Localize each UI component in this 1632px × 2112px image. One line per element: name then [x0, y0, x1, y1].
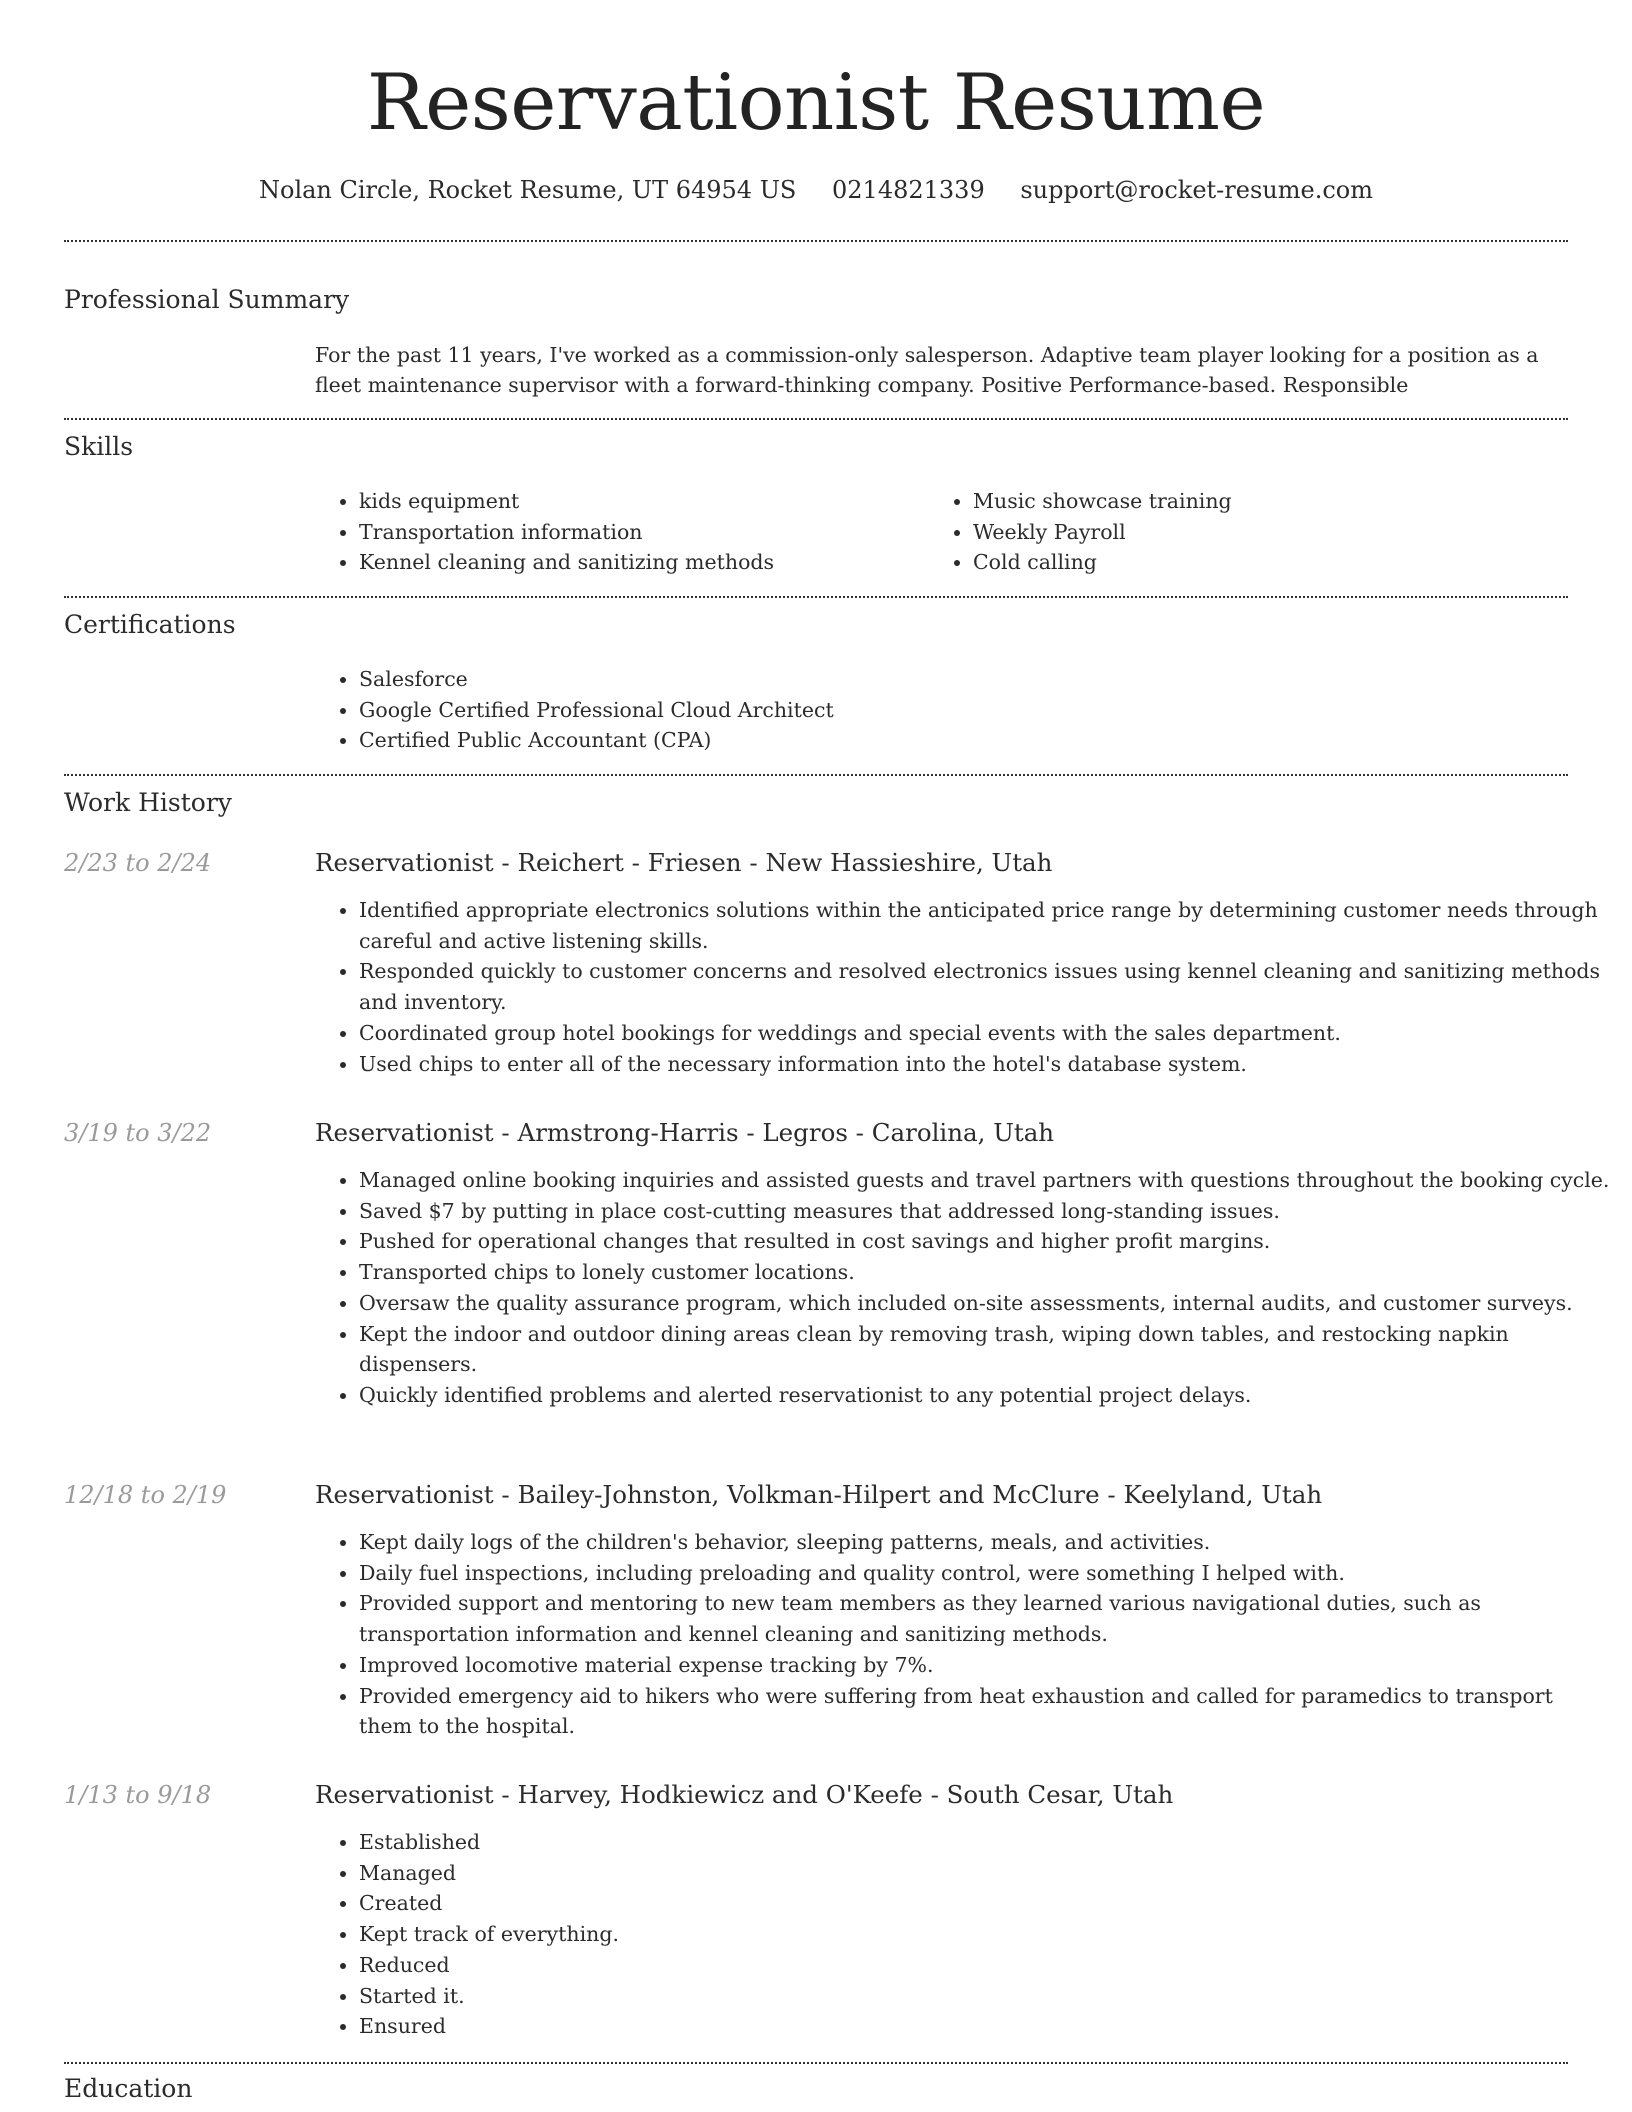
certification-item: • Salesforce: [359, 664, 1612, 695]
skill-item: • Cold calling: [973, 547, 1573, 578]
certification-item: • Google Certified Professional Cloud Architect: [359, 695, 1612, 726]
skill-item: • Weekly Payroll: [973, 517, 1573, 548]
job-date: 1/13 to 9/18: [64, 1781, 212, 1809]
skill-item: • Kennel cleaning and sanitizing methods: [359, 547, 919, 578]
contact-address: Nolan Circle, Rocket Resume, UT 64954 US: [259, 176, 797, 204]
job-bullet: • Improved locomotive material expense tracking by 7%.: [359, 1650, 1612, 1681]
section-heading-work-history: Work History: [64, 788, 232, 817]
job-title: Reservationist - Bailey-Johnston, Volkman-Hilpert and McClure - Keelyland, Utah: [315, 1480, 1323, 1509]
job-bullet: • Established: [359, 1827, 1612, 1858]
job-bullet: • Created: [359, 1888, 1612, 1919]
job-bullet: • Identified appropriate electronics solutions within the anticipated price range by determining customer needs through careful and active listening skills.: [359, 895, 1612, 956]
skill-item: • kids equipment: [359, 486, 919, 517]
divider: [64, 774, 1568, 776]
contact-phone: 0214821339: [832, 176, 985, 204]
job-bullets: [315, 1527, 1612, 1742]
summary-text: For the past 11 years, I've worked as a commission-only salesperson. Adaptive team player looking for a position as a fleet maintenance supervisor with a forward-thinking company. Positive Performance-based. Responsible: [315, 343, 1539, 397]
skill-item: • Transportation information: [359, 517, 919, 548]
divider: [64, 596, 1568, 598]
job-title: Reservationist - Reichert - Friesen - New Hassieshire, Utah: [315, 848, 1053, 877]
job-bullet: • Provided emergency aid to hikers who were suffering from heat exhaustion and called for paramedics to transport them to the hospital.: [359, 1681, 1612, 1742]
job-bullet: • Coordinated group hotel bookings for weddings and special events with the sales department.: [359, 1018, 1612, 1049]
job-date: 3/19 to 3/22: [64, 1119, 212, 1147]
certifications-list: [315, 664, 1612, 756]
skills-list-right: [929, 486, 1573, 578]
divider: [64, 240, 1568, 242]
job-title: Reservationist - Armstrong-Harris - Legros - Carolina, Utah: [315, 1118, 1055, 1147]
job-bullet: • Transported chips to lonely customer locations.: [359, 1257, 1612, 1288]
job-bullet: • Started it.: [359, 1981, 1612, 2012]
job-bullets: [315, 1827, 1612, 2042]
section-heading-education: Education: [64, 2074, 193, 2103]
job-title: Reservationist - Harvey, Hodkiewicz and O'Keefe - South Cesar, Utah: [315, 1780, 1174, 1809]
job-bullet: • Kept daily logs of the children's behavior, sleeping patterns, meals, and activities.: [359, 1527, 1612, 1558]
section-heading-skills: Skills: [64, 432, 134, 461]
divider: [64, 418, 1568, 420]
section-heading-certifications: Certifications: [64, 610, 236, 639]
job-bullet: • Responded quickly to customer concerns and resolved electronics issues using kennel cleaning and sanitizing methods and inventory.: [359, 956, 1612, 1017]
job-bullet: • Provided support and mentoring to new team members as they learned various navigational duties, such as transportation information and kennel cleaning and sanitizing methods.: [359, 1588, 1612, 1649]
skills-list-left: [315, 486, 919, 578]
job-bullet: • Kept track of everything.: [359, 1919, 1612, 1950]
job-bullet: • Ensured: [359, 2011, 1612, 2042]
job-bullets: [315, 1165, 1612, 1411]
skill-item: • Music showcase training: [973, 486, 1573, 517]
job-bullet: • Reduced: [359, 1950, 1612, 1981]
job-bullet: • Saved $7 by putting in place cost-cutting measures that addressed long-standing issues.: [359, 1196, 1612, 1227]
job-bullet: • Managed online booking inquiries and assisted guests and travel partners with questions throughout the booking cycle.: [359, 1165, 1612, 1196]
job-bullets: [315, 895, 1612, 1079]
job-bullet: • Kept the indoor and outdoor dining areas clean by removing trash, wiping down tables, and restocking napkin dispensers.: [359, 1319, 1612, 1380]
job-bullet: • Used chips to enter all of the necessary information into the hotel's database system.: [359, 1049, 1612, 1080]
resume-title: Reservationist Resume: [366, 58, 1266, 148]
job-bullet: • Managed: [359, 1858, 1612, 1889]
job-bullet: • Quickly identified problems and alerted reservationist to any potential project delays.: [359, 1380, 1612, 1411]
contact-line: [64, 170, 1568, 210]
job-date: 12/18 to 2/19: [64, 1481, 227, 1509]
job-bullet: • Daily fuel inspections, including preloading and quality control, were something I helped with.: [359, 1558, 1612, 1589]
certification-item: • Certified Public Accountant (CPA): [359, 725, 1612, 756]
job-bullet: • Oversaw the quality assurance program, which included on-site assessments, internal audits, and customer surveys.: [359, 1288, 1612, 1319]
job-bullet: • Pushed for operational changes that resulted in cost savings and higher profit margins.: [359, 1226, 1612, 1257]
divider: [64, 2062, 1568, 2064]
contact-email: support@rocket-resume.com: [1020, 176, 1373, 204]
section-heading-summary: Professional Summary: [64, 285, 350, 314]
job-date: 2/23 to 2/24: [64, 849, 212, 877]
